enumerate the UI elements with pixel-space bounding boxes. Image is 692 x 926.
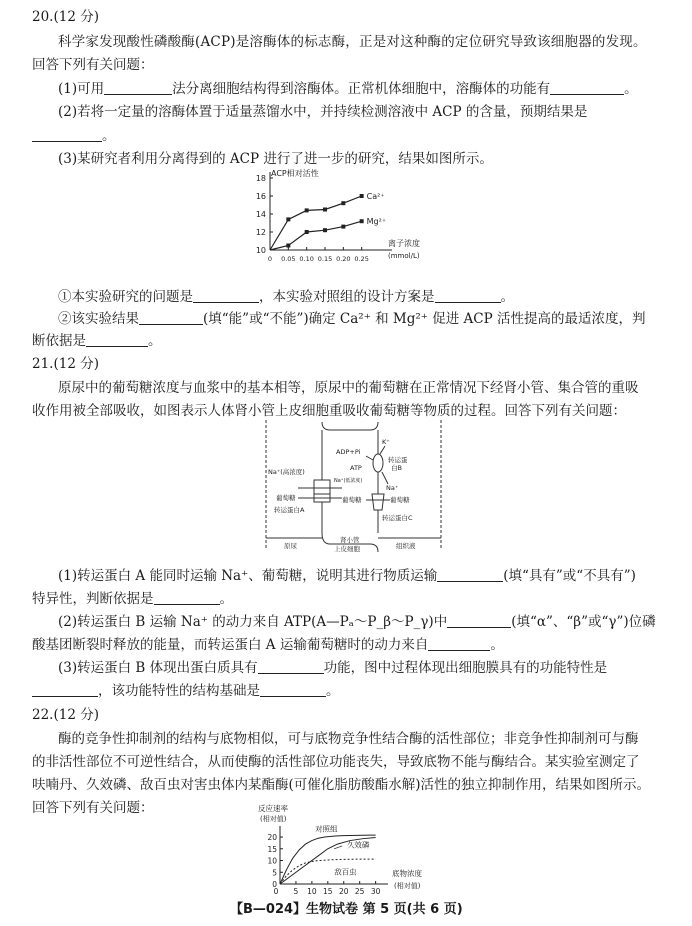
q21-part2-text-c: 酸基团断裂时释放的能量，而转运蛋白 A 运输葡萄糖时的动力来自 [32, 637, 429, 653]
protein-b-label-1: 转运蛋 [388, 456, 408, 464]
x-tick-label: 0.20 [336, 255, 351, 263]
protein-c-label: 转运蛋白C [382, 514, 413, 522]
q21-part1-text-a: (1)转运蛋白 A 能同时运输 Na⁺、葡萄糖，说明其进行物质运输 [58, 568, 438, 584]
atp-arrow [366, 456, 373, 460]
na-out-arrow [382, 472, 388, 484]
x-tick-label: 0.25 [354, 255, 369, 263]
q20-blank-3[interactable] [32, 127, 102, 142]
q21-blank-2[interactable] [154, 590, 220, 605]
glucose-left-label: 葡萄糖 [276, 494, 296, 502]
data-point [286, 217, 290, 221]
q20-part2-text-b: 。 [102, 128, 116, 144]
y-tick-label: 20 [267, 833, 277, 843]
region-cell-label-1: 肾小管 [340, 536, 360, 544]
q20-part1 [58, 80, 638, 98]
reaction-chart-marks [280, 824, 376, 884]
page-footer [230, 901, 463, 919]
x-tick-label: 0.10 [299, 255, 314, 263]
footer-page: 第 5 页(共 6 页) [362, 902, 463, 917]
q20-sub2-text-b: (填“能”或“不能”)确定 Ca²⁺ 和 Mg²⁺ 促进 ACP 活性提高的最适浓度，判 [203, 311, 646, 327]
y-tick-label: 15 [267, 844, 277, 854]
data-point [360, 194, 364, 198]
renal-tubule-diagram [258, 418, 448, 558]
data-point [341, 201, 345, 205]
q20-part1-text-c: 。 [624, 81, 638, 97]
q21-header: 21.(12 分) [32, 356, 99, 372]
x-tick-label: 0.05 [281, 255, 296, 263]
atp-label: ATP [350, 464, 362, 472]
footer-code: 【B—024】生物试卷 [230, 902, 359, 917]
na-out-label: Na⁺ [386, 484, 399, 492]
glucose-right-label: 葡萄糖 [390, 496, 410, 504]
q20-part3: (3)某研究者利用分离得到的 ACP 进行了进一步的研究，结果如图所示。 [58, 151, 493, 167]
protein-b-label-2: 白B [391, 464, 402, 472]
q21-blank-7[interactable] [260, 682, 326, 697]
transporter-c-shape [372, 494, 384, 510]
q21-part3-text-b: 功能，图中过程体现出细胞膜具有的功能特性是 [323, 660, 608, 676]
q21-part1-cont [32, 590, 233, 608]
acp-chart-marks [270, 192, 386, 250]
x-tick-label: 10 [307, 887, 317, 896]
na-low-label: Na⁺(低浓度) [334, 478, 363, 484]
adp-label: ADP+Pi [336, 448, 361, 456]
q20-blank-2[interactable] [550, 80, 624, 95]
x-tick-label: 15 [323, 887, 333, 896]
series-line [270, 221, 362, 250]
y-tick-label: 18 [255, 174, 266, 183]
label-leader [334, 846, 342, 849]
x-tick-label: 30 [370, 887, 381, 896]
q21-part2-text-b: (填“α”、“β”或“γ”)位磷 [511, 614, 656, 630]
q21-part2-text-a: (2)转运蛋白 B 运输 Na⁺ 的动力来自 ATP(A—Pₐ～P_β～P_γ)中 [58, 614, 448, 630]
q20-blank-1[interactable] [104, 80, 172, 95]
na-high-label: Na⁺(高浓度) [268, 468, 305, 476]
q21-part1-text-b: (填“具有”或“不具有”) [503, 568, 636, 584]
x-tick-label: 20 [338, 887, 349, 896]
q21-part1 [58, 567, 636, 585]
x-axis-unit: (mmol/L) [388, 252, 420, 260]
data-point [341, 225, 345, 229]
q20-part2-cont [32, 127, 116, 145]
region-tissue-fluid-label: 组织液 [396, 542, 416, 550]
series-label: 对照组 [315, 824, 338, 834]
protein-a-label: 转运蛋白A [274, 506, 305, 514]
q21-part3 [58, 659, 607, 677]
q22-line1: 酶的竞争性抑制剂的结构与底物相似，可与底物竞争性结合酶的活性部位；非竞争性抑制剂可与酶 [58, 731, 639, 747]
q20-sub2-cont [32, 332, 162, 350]
x-tick-label: 0.15 [317, 255, 333, 263]
transporter-a-shape [314, 480, 330, 502]
series-label: 久效磷 [346, 840, 370, 850]
data-point [323, 208, 327, 212]
q21-blank-1[interactable] [437, 567, 503, 582]
x-axis-unit: (相对值) [394, 882, 421, 890]
y-axis-label: 反应速率 [258, 804, 288, 813]
data-point [323, 228, 327, 232]
data-point [360, 219, 364, 223]
q21-part3-cont [32, 682, 340, 700]
cell-top [322, 422, 378, 430]
q21-blank-6[interactable] [32, 682, 98, 697]
data-point [305, 230, 309, 234]
y-tick-label: 0 [272, 880, 277, 889]
q20-sub1-text-c: 。 [500, 289, 514, 305]
q20-part1-text-b: 法分离细胞结构得到溶酶体。正常机体细胞中，溶酶体的功能有 [172, 81, 551, 97]
reaction-rate-chart [240, 802, 440, 900]
acp-activity-chart [240, 168, 440, 283]
data-point [286, 244, 290, 248]
q20-header: 20.(12 分) [32, 9, 99, 25]
x-tick-label: 0 [267, 255, 273, 263]
q21-blank-3[interactable] [447, 613, 511, 628]
x-axis-label: 底物浓度 [392, 869, 422, 878]
q20-blank-6[interactable] [139, 310, 203, 325]
y-axis-unit: (相对值) [260, 815, 287, 823]
q20-blank-7[interactable] [86, 332, 148, 347]
q20-intro-line1: 科学家发现酸性磷酸酶(ACP)是溶酶体的标志酶，正是对这种酶的定位研究导致该细胞器的发现。 [58, 34, 647, 50]
q21-intro-line1: 原尿中的葡萄糖浓度与血浆中的基本相等，原尿中的葡萄糖在正常情况下经肾小管、集合管的重吸 [58, 380, 639, 396]
q21-part1-text-c: 特异性，判断依据是 [32, 591, 154, 607]
q20-part2 [58, 103, 587, 121]
q20-sub1 [58, 288, 514, 306]
q21-part1-text-d: 。 [219, 591, 233, 607]
y-tick-label: 14 [255, 210, 266, 219]
q20-sub2-text-a: ②该实验结果 [58, 311, 139, 327]
q20-blank-5[interactable] [435, 288, 501, 303]
q21-part3-text-d: 。 [326, 683, 340, 699]
y-tick-label: 12 [255, 228, 266, 237]
data-point [305, 208, 309, 212]
y-tick-label: 5 [272, 868, 277, 878]
q21-part2-text-d: 。 [490, 637, 504, 653]
glucose-mid-label: 葡萄糖 [342, 496, 362, 504]
q22-line4: 回答下列有关问题： [32, 800, 154, 816]
q20-intro-line2: 回答下列有关问题： [32, 57, 154, 73]
q21-part2 [58, 613, 656, 631]
y-tick-label: 16 [255, 192, 266, 201]
k-arrow [380, 446, 385, 454]
k-label: K⁺ [382, 438, 390, 446]
q21-blank-4[interactable] [428, 636, 490, 651]
q20-sub2-text-c: 断依据是 [32, 333, 86, 349]
q22-line3: 呋喃丹、久效磷、敌百虫对害虫体内某酯酶(可催化脂肪酸酯水解)活性的独立抑制作用，结果如图所示。 [32, 777, 651, 793]
x-tick-label: 25 [354, 887, 365, 896]
q20-sub2 [58, 310, 645, 328]
q20-sub1-text-a: ①本实验研究的问题是 [58, 289, 193, 305]
q22-header: 22.(12 分) [32, 707, 99, 723]
series-line [270, 196, 362, 250]
y-tick-label: 10 [255, 246, 266, 255]
series-label: 敌百虫 [334, 867, 357, 877]
acp-chart-axes [256, 168, 420, 263]
q22-line2: 的非活性部位不可逆性结合，从而使酶的活性部位功能丧失，导致底物不能与酶结合。某实验室测定了 [32, 754, 640, 770]
series-label: Mg²⁺ [366, 217, 387, 227]
q21-part3-text-a: (3)转运蛋白 B 体现出蛋白质具有 [58, 660, 258, 676]
x-tick-label: 5 [293, 887, 299, 896]
q20-part1-text-a: (1)可用 [58, 81, 105, 97]
q21-blank-5[interactable] [258, 659, 324, 674]
q21-part3-text-c: ，该功能特性的结构基础是 [98, 683, 260, 699]
region-urine-label: 原尿 [284, 542, 297, 550]
q20-part2-text-a: (2)若将一定量的溶酶体置于适量蒸馏水中，并持续检测溶液中 ACP 的含量，预期结果是 [58, 104, 588, 120]
q21-intro-line2: 收作用被全部吸收，如图表示人体肾小管上皮细胞重吸收葡萄糖等物质的过程。回答下列有关问题： [32, 403, 626, 419]
q20-sub2-text-d: 。 [148, 333, 162, 349]
transporter-b-shape [373, 454, 383, 472]
q20-blank-4[interactable] [193, 288, 259, 303]
q21-part2-cont [32, 636, 504, 654]
q20-sub1-text-b: ，本实验对照组的设计方案是 [259, 289, 435, 305]
series-label: Ca²⁺ [366, 192, 385, 201]
x-tick-label: 0 [273, 887, 279, 896]
region-cell-label-2: 上皮细胞 [334, 545, 360, 553]
x-axis-label: 离子浓度 [388, 239, 420, 248]
y-axis-label: ACP相对活性 [271, 169, 319, 178]
series-line [280, 859, 376, 884]
y-tick-label: 10 [267, 856, 277, 866]
